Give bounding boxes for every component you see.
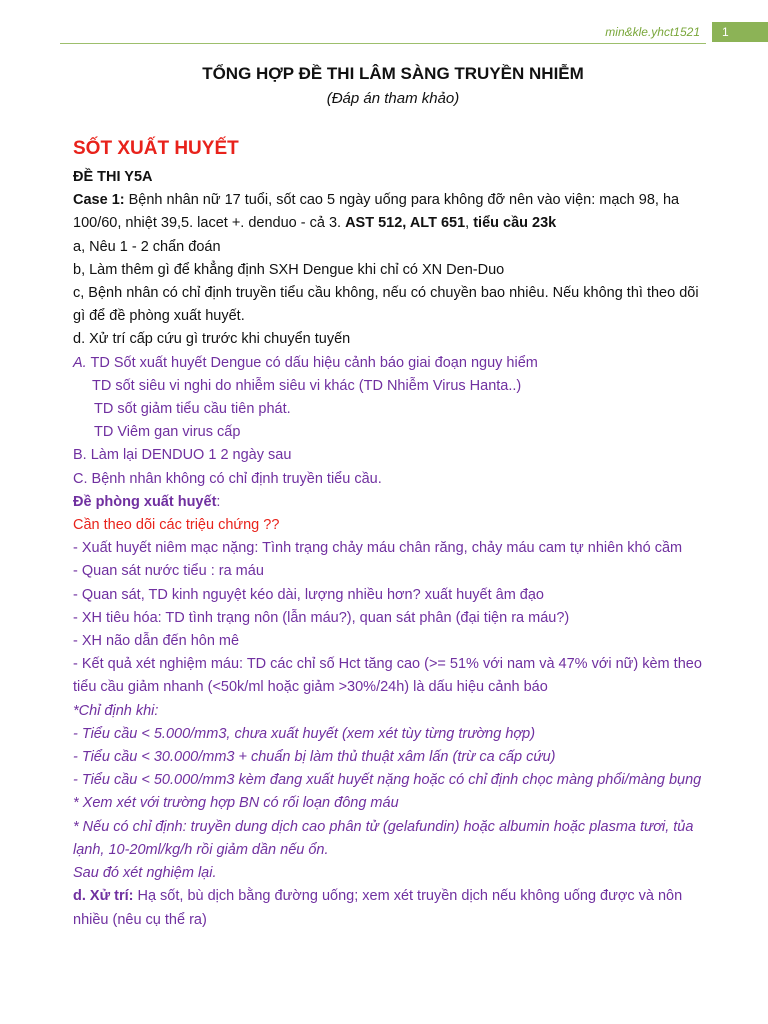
answer-a-line-1	[73, 352, 713, 375]
answer-a-label: A.	[73, 354, 87, 371]
page-number-badge: 1	[712, 22, 768, 42]
indication-item: Sau đó xét nghiệm lại.	[73, 865, 217, 882]
prevention-item: - Kết quả xét nghiệm máu: TD các chỉ số Hct tăng cao (>= 51% với nam và 47% với nữ) kèm theo tiểu cầu giảm nhanh (<50k/ml hoặc giảm >30%/24h) là dấu hiệu cảnh báo	[73, 656, 702, 696]
answer-a-line-3: TD sốt giảm tiểu cầu tiên phát.	[94, 401, 291, 418]
prevention-heading-text: Đề phòng xuất huyết	[73, 493, 217, 510]
header-divider	[60, 43, 706, 44]
answer-a-line-4: TD Viêm gan virus cấp	[94, 424, 241, 441]
document-title: TỔNG HỢP ĐỀ THI LÂM SÀNG TRUYỀN NHIỄM	[202, 64, 584, 83]
indication-item: * Xem xét với trường hợp BN có rối loạn đông máu	[73, 795, 399, 812]
prevention-item: - Quan sát nước tiểu : ra máu	[73, 563, 264, 580]
treatment-label: d. Xử trí:	[73, 888, 134, 905]
answer-a-line-2: TD sốt siêu vi nghi do nhiễm siêu vi khác (TD Nhiễm Virus Hanta..)	[92, 377, 522, 394]
indication-item: - Tiểu cầu < 30.000/mm3 + chuẩn bị làm thủ thuật xâm lấn (trừ ca cấp cứu)	[73, 749, 556, 766]
case-description	[73, 189, 713, 235]
answer-a-text: TD Sốt xuất huyết Dengue có dấu hiệu cảnh báo giai đoạn nguy hiểm	[86, 354, 538, 371]
document-subtitle: (Đáp án tham khảo)	[326, 90, 460, 107]
prevention-item: - XH não dẫn đến hôn mê	[73, 633, 240, 650]
question-b: b, Làm thêm gì để khẳng định SXH Dengue khi chỉ có XN Den-Duo	[73, 261, 505, 278]
case-comma: ,	[465, 215, 474, 232]
treatment-text: Hạ sốt, bù dịch bằng đường uống; xem xét truyền dịch nếu không uống được và nôn nhiều (nêu cụ thể ra)	[73, 888, 683, 928]
question-d: d. Xử trí cấp cứu gì trước khi chuyển tuyến	[73, 331, 351, 348]
section-title: SỐT XUẤT HUYẾT	[73, 138, 239, 159]
answer-c: C. Bệnh nhân không có chỉ định truyền tiểu cầu.	[73, 470, 382, 487]
indication-heading: *Chỉ định khi:	[73, 702, 159, 719]
indication-item: - Tiểu cầu < 50.000/mm3 kèm đang xuất huyết nặng hoặc có chỉ định chọc màng phổi/màng bụng	[73, 772, 702, 789]
prevention-item: - XH tiêu hóa: TD tình trạng nôn (lẫn máu?), quan sát phân (đại tiện ra máu?)	[73, 609, 570, 626]
question-c: c, Bệnh nhân có chỉ định truyền tiểu cầu không, nếu có chuyền bao nhiêu. Nếu không thì theo dõi gì để đề phòng xuất huyết.	[73, 285, 699, 325]
prevention-item: - Xuất huyết niêm mạc nặng: Tình trạng chảy máu chân răng, chảy máu cam tự nhiên khó cầm	[73, 540, 683, 557]
case-ast-alt: AST 512, ALT 651	[345, 215, 466, 232]
case-label: Case 1:	[73, 192, 125, 209]
question-a: a, Nêu 1 - 2 chẩn đoán	[73, 238, 221, 255]
exam-title: ĐỀ THI Y5A	[73, 169, 153, 185]
prevention-monitor: Cần theo dõi các triệu chứng ??	[73, 517, 280, 534]
indication-item: - Tiểu cầu < 5.000/mm3, chưa xuất huyết (xem xét tùy từng trường hợp)	[73, 725, 536, 742]
case-text: Bệnh nhân nữ 17 tuổi, sốt cao 5 ngày uống para không đỡ nên vào viện: mạch 98, ha 100/60, nhiệt 39,5. lacet +. denduo - cả 3.	[73, 192, 680, 232]
prevention-heading	[73, 491, 713, 514]
treatment	[73, 885, 713, 931]
answer-b: B. Làm lại DENDUO 1 2 ngày sau	[73, 447, 292, 464]
header-author: min&kle.yhct1521	[605, 25, 700, 39]
prevention-colon: :	[216, 493, 221, 510]
indication-item: * Nếu có chỉ định: truyền dung dịch cao phân tử (gelafundin) hoặc albumin hoặc plasma tươi, tủa lạnh, 10-20ml/kg/h rồi giảm dần nếu ổn.	[73, 818, 694, 858]
document-body	[73, 62, 713, 932]
page-header	[605, 22, 768, 42]
prevention-item: - Quan sát, TD kinh nguyệt kéo dài, lượng nhiều hơn? xuất huyết âm đạo	[73, 586, 544, 603]
case-platelet: tiểu cầu 23k	[473, 215, 557, 232]
